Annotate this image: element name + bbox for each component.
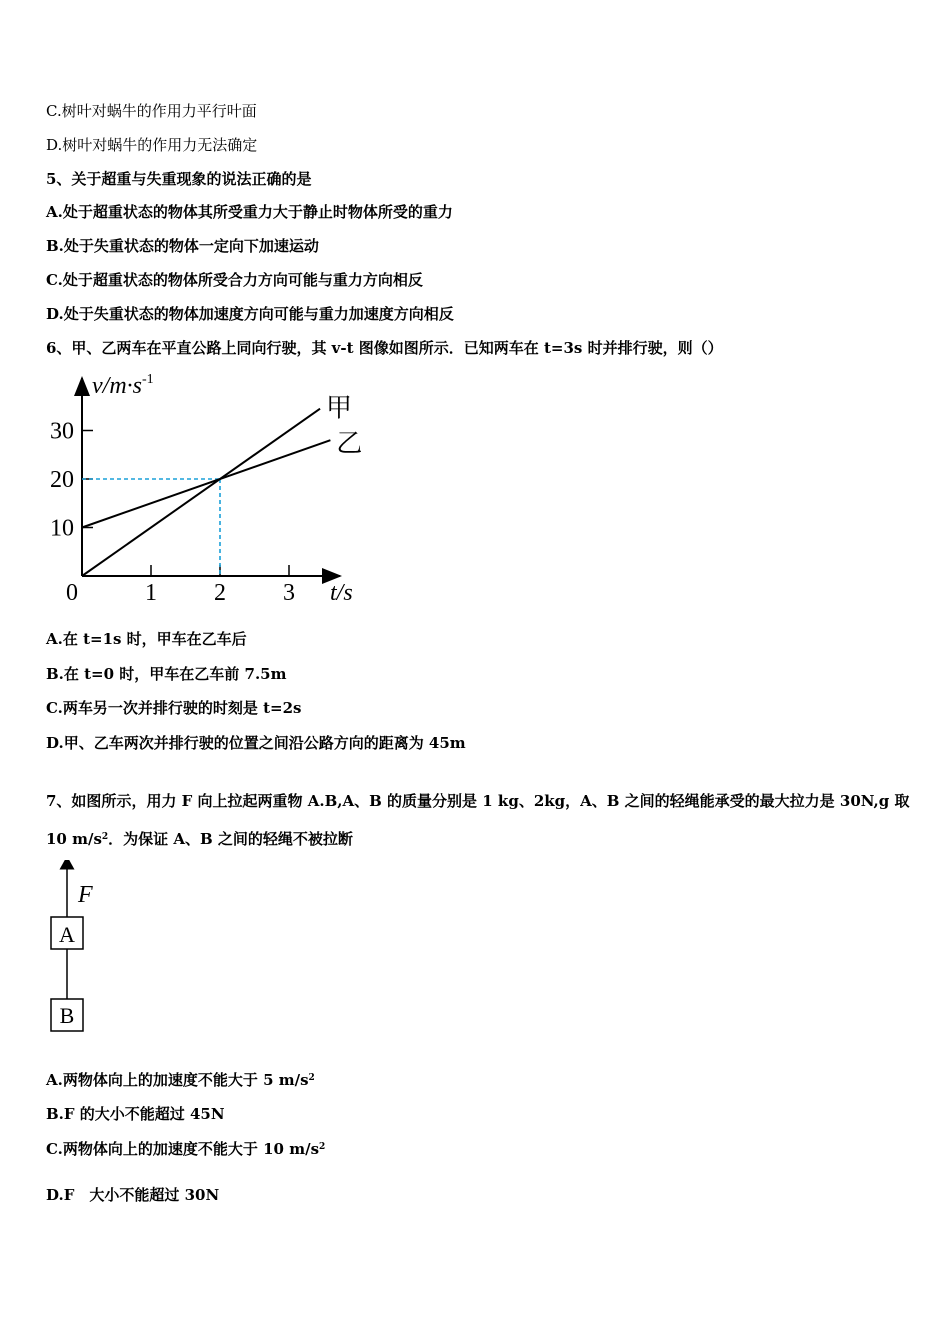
- question-6-option-b: B.在 t=0 时，甲车在乙车前 7.5m: [46, 665, 287, 683]
- x-tick-label: 2: [214, 580, 226, 606]
- force-label: F: [78, 882, 93, 908]
- question-7-option-d: D.F 大小不能超过 30N: [46, 1186, 220, 1204]
- question-7-option-b: B.F 的大小不能超过 45N: [46, 1105, 225, 1123]
- x-axis-label: t/s: [330, 580, 353, 606]
- superscript: 2: [101, 832, 109, 842]
- x-tick-label: 3: [283, 580, 295, 606]
- question-5-option-d: D.处于失重状态的物体加速度方向可能与重力加速度方向相反: [46, 305, 454, 323]
- vt-graph: [40, 368, 380, 613]
- series-label-1: 甲: [326, 393, 353, 423]
- question-7-option-c: C.两物体向上的加速度不能大于 10 $m/s^2$: [46, 1140, 326, 1158]
- force-diagram: [40, 860, 130, 1040]
- superscript: 2: [308, 1073, 315, 1083]
- question-5-stem: 5、关于超重与失重现象的说法正确的是: [46, 170, 312, 188]
- question-6-stem: 6、甲、乙两车在平直公路上同向行驶，其 v-t 图像如图所示．已知两车在 t=3s 时并排行驶，则（）: [46, 339, 723, 357]
- question-6-option-d: D.甲、乙车两次并排行驶的位置之间沿公路方向的距离为 45m: [46, 734, 466, 752]
- x-tick-label: 1: [145, 580, 157, 606]
- y-tick-label: 10: [50, 515, 74, 542]
- origin-label: 0: [66, 580, 78, 606]
- question-5-option-c: C.处于超重状态的物体所受合力方向可能与重力方向相反: [46, 271, 423, 289]
- y-axis-label-sup: -1: [142, 372, 154, 387]
- y-tick-label: 30: [50, 418, 74, 445]
- question-7-stem-line2: 10 $m/s^2$．为保证 A、B 之间的轻绳不被拉断: [46, 830, 353, 848]
- y-axis-label: $v/m\cdot s^{-1}$: [92, 372, 154, 399]
- question-7-stem-line1: 7、如图所示，用力 F 向上拉起两重物 A.B,A、B 的质量分别是 1 kg、2kg，A、B 之间的轻绳能承受的最大拉力是 30N,g 取: [46, 792, 910, 810]
- question-5-option-a: A.处于超重状态的物体其所受重力大于静止时物体所受的重力: [46, 203, 453, 221]
- series-line-1: [82, 409, 320, 576]
- block-b-label: B: [59, 1003, 75, 1028]
- series-line-2: [82, 440, 330, 527]
- question-6-option-a: A.在 t=1s 时，甲车在乙车后: [46, 630, 247, 648]
- series-label-2: 乙: [336, 429, 363, 459]
- superscript: 2: [319, 1142, 326, 1152]
- question-7-option-a: A.两物体向上的加速度不能大于 5 $m/s^2$: [46, 1071, 315, 1089]
- y-tick-label: 20: [50, 467, 74, 493]
- question-6-option-c: C.两车另一次并排行驶的时刻是 t=2s: [46, 699, 302, 717]
- block-a-label: A: [59, 922, 75, 947]
- option-5d-prev: D.树叶对蜗牛的作用力无法确定: [46, 136, 258, 154]
- option-5c-prev: C.树叶对蜗牛的作用力平行叶面: [46, 102, 257, 120]
- question-5-option-b: B.处于失重状态的物体一定向下加速运动: [46, 237, 319, 255]
